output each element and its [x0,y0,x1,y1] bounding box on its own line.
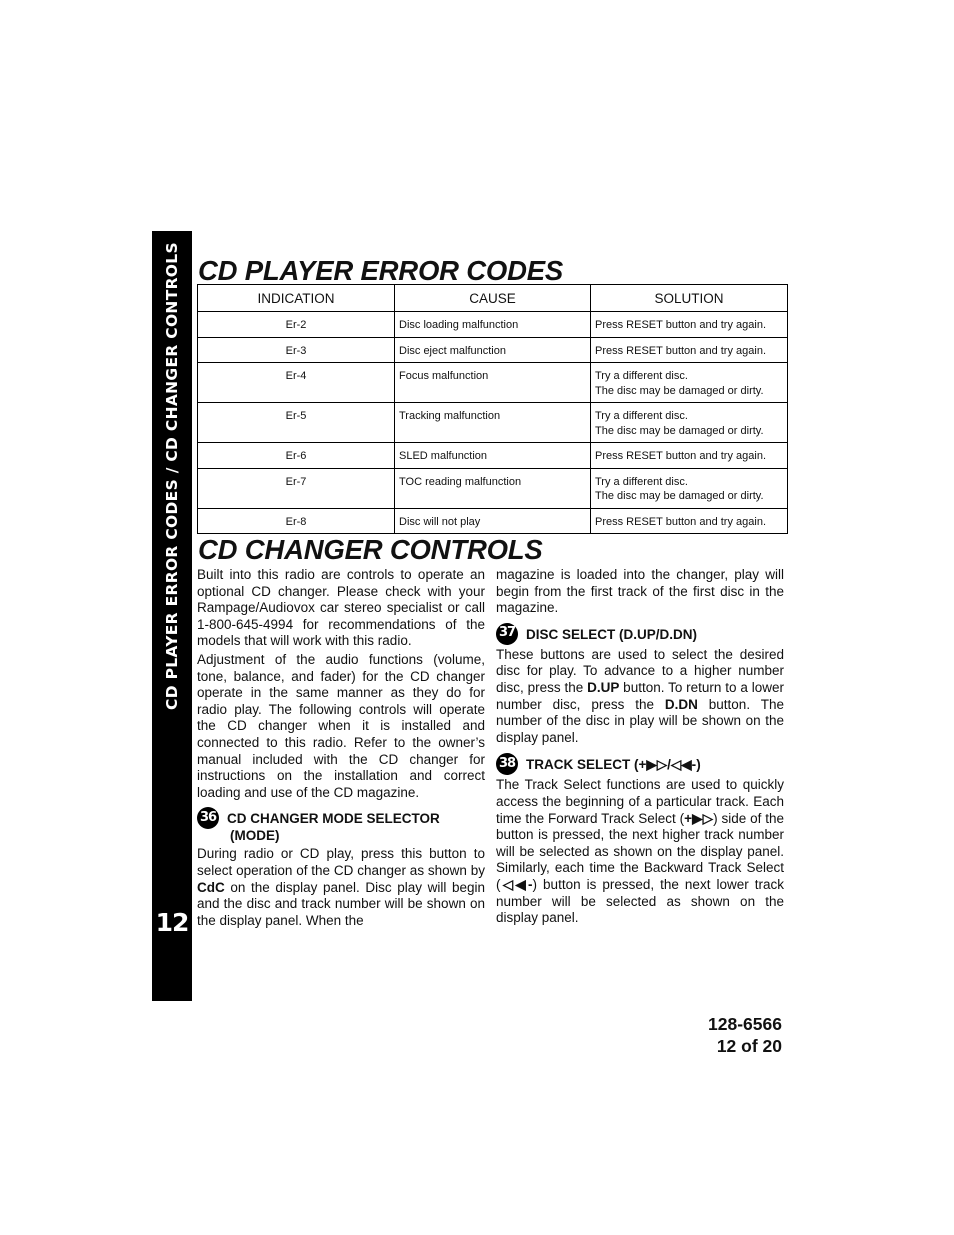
header-cause: CAUSE [395,285,591,312]
indication-cell: Er-4 [198,363,395,403]
section-38-text-a: The Track Select functions are used to quickly access the beginning of a particular track. Each time the Forward Track Select ( [496,777,784,826]
section-38-title [526,756,701,773]
header-solution: SOLUTION [591,285,788,312]
header-indication: INDICATION [198,285,395,312]
table-row [198,508,788,534]
callout-number-36: 36 [197,807,219,829]
section-37-text-e: button. The number of the disc in play will be shown on the display panel. [496,696,784,745]
cause-cell: Focus malfunction [395,363,591,403]
indication-cell: Er-5 [198,403,395,443]
section-36-text-a: During radio or CD play, press this button to select operation of the CD changer as shown by [197,846,485,878]
table-row [198,337,788,363]
section-38-header [496,756,784,775]
cause-cell: Tracking malfunction [395,403,591,443]
section-37-title: DISC SELECT (D.UP/D.DN) [526,626,698,642]
table-row [198,363,788,403]
side-tab-text [152,231,192,721]
side-section-label: CD PLAYER ERROR CODES / CD CHANGER CONTROLS [163,242,181,710]
ddn-label: D.DN [664,696,698,712]
table-row [198,443,788,469]
cdc-label: CdC [197,879,225,895]
indication-cell: Er-6 [198,443,395,469]
changer-controls-title: CD CHANGER CONTROLS [198,534,543,565]
solution-cell: Try a different disc. The disc may be damaged or dirty. [591,468,788,508]
backward-track-icon: ◁◀- [500,876,533,892]
indication-cell: Er-2 [198,312,395,338]
page-of-label: 12 of 20 [716,1036,782,1056]
section-38-text [496,777,784,926]
solution-cell: Press RESET button and try again. [591,337,788,363]
section-37-text-a: These buttons are used to select the desired disc for play. To advance to a higher number disc, press the [496,646,784,695]
section-37-text [496,647,784,747]
dup-label: D.UP [587,679,620,695]
error-codes-table [197,284,788,534]
section-36-header [197,810,485,844]
cause-cell: Disc eject malfunction [395,337,591,363]
cause-cell: SLED malfunction [395,443,591,469]
error-codes-title: CD PLAYER ERROR CODES [198,255,564,286]
table-row [198,468,788,508]
continued-paragraph: magazine is loaded into the changer, play will begin from the first track of the first disc in the magazine. [496,567,784,616]
solution-cell: Press RESET button and try again. [591,443,788,469]
section-37-text-c: button. To return to a lower number disc, press the [496,679,784,712]
solution-cell: Try a different disc. The disc may be damaged or dirty. [591,403,788,443]
section-37-header [496,626,784,645]
right-column [496,567,784,927]
cause-cell: TOC reading malfunction [395,468,591,508]
indication-cell: Er-7 [198,468,395,508]
solution-cell: Press RESET button and try again. [591,312,788,338]
section-36-text-c: on the display panel. Disc play will begin and the disc and track number will be shown on the display panel. When the [197,879,485,928]
indication-cell: Er-8 [198,508,395,534]
section-38-text-c: ) button is pressed, the next lower track number will be selected as shown on the display panel. [496,876,784,926]
section-36-title-line1: CD CHANGER MODE SELECTOR [227,811,440,827]
solution-cell: Press RESET button and try again. [591,508,788,534]
intro-paragraph-1: Built into this radio are controls to operate an optional CD changer. Please check with your Rampage/Audiovox car stereo specialist or call 1-800-645-4994 for recommendations of the models that will work with this radio. [197,567,485,649]
section-38-title-b: ) [696,757,701,773]
section-36-title [227,810,440,844]
cause-cell: Disc loading malfunction [395,312,591,338]
table-row [198,312,788,338]
table-header-row [198,285,788,312]
forward-track-icon: +▶▷ [638,757,668,773]
section-38-title-a: TRACK SELECT ( [526,757,639,773]
cause-cell: Disc will not play [395,508,591,534]
intro-paragraph-2: Adjustment of the audio functions (volume, tone, balance, and fader) for the CD changer operate in the same manner as they do for radio play. The following controls will operate the CD changer when it is installed and connected to this radio. Refer to the owner’s manual included with the CD changer for instructions on the installation and correct loading and use of the CD magazine. [197,651,485,800]
left-column [197,567,485,929]
section-36-title-line2: (MODE) [230,828,280,844]
backward-track-icon: ◁◀- [670,757,697,773]
section-38-title-sep: / [667,757,671,773]
section-38-text-b: ) side of the button is pressed, the next higher track number will be selected as shown on the display panel. Similarly, each time the Backward Track Select ( [496,810,785,892]
callout-number-37: 37 [496,623,518,645]
table-row [198,403,788,443]
forward-track-icon: +▶▷ [684,810,714,826]
section-36-text [197,846,485,929]
side-page-number: 12 [155,908,189,937]
document-number: 128-6566 [708,1014,782,1034]
indication-cell: Er-3 [198,337,395,363]
callout-number-38: 38 [496,753,518,775]
solution-cell: Try a different disc. The disc may be damaged or dirty. [591,363,788,403]
